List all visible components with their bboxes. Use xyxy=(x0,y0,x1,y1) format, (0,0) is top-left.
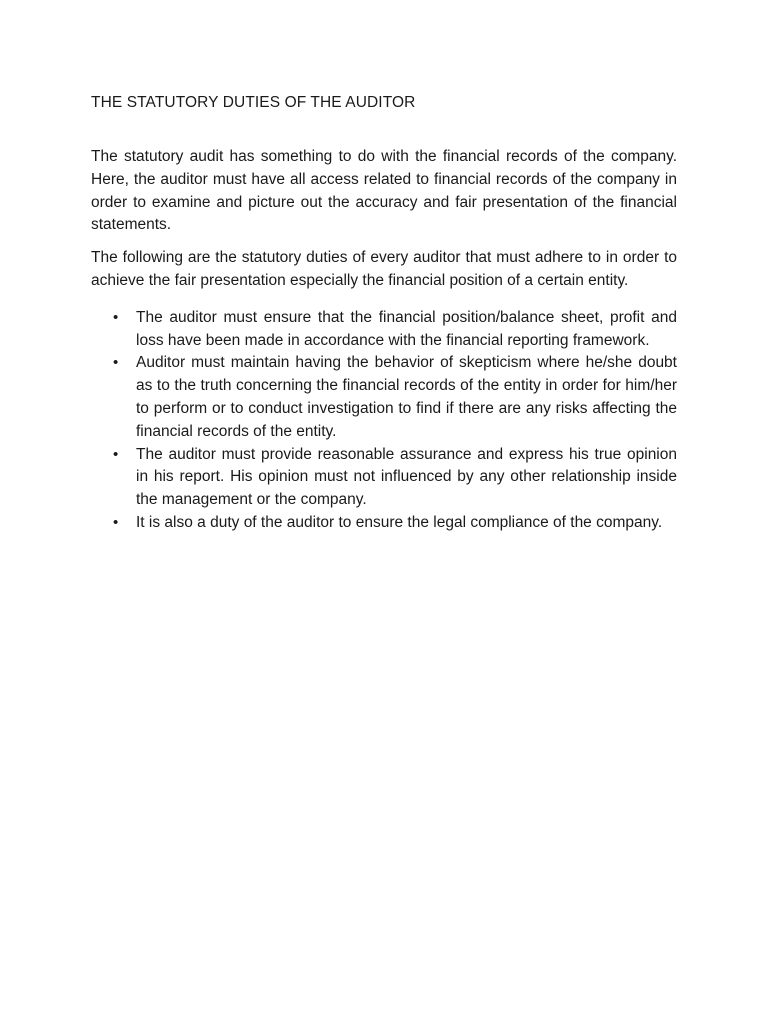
list-item xyxy=(91,444,677,512)
duties-list xyxy=(91,307,677,535)
document-title: THE STATUTORY DUTIES OF THE AUDITOR xyxy=(91,94,416,111)
bullet-icon: • xyxy=(113,445,119,463)
document-page xyxy=(91,92,677,535)
list-item-text: The auditor must provide reasonable assurance and express his true opinion in his report. His opinion must not influenced by any other relationship inside the management or the company. xyxy=(136,445,677,509)
list-item-text: It is also a duty of the auditor to ensure the legal compliance of the company. xyxy=(136,513,663,531)
list-item-text: Auditor must maintain having the behavior of skepticism where he/she doubt as to the truth concerning the financial records of the entity in order for him/her to perform or to conduct investigation to find if there are any risks affecting the financial records of the entity. xyxy=(136,354,677,440)
list-item-text: The auditor must ensure that the financial position/balance sheet, profit and loss have been made in accordance with the financial reporting framework. xyxy=(136,308,677,349)
list-item xyxy=(91,352,677,443)
bullet-icon: • xyxy=(113,513,119,531)
list-item xyxy=(91,512,677,535)
intro-paragraph: The statutory audit has something to do with the financial records of the company. Here, the auditor must have all access related to financial records of the company in order to examine and picture out the accuracy and fair presentation of the financial statements. xyxy=(91,148,677,234)
list-item xyxy=(91,307,677,353)
duties-intro-paragraph: The following are the statutory duties of every auditor that must adhere to in order to achieve the fair presentation especially the financial position of a certain entity. xyxy=(91,249,677,289)
bullet-icon: • xyxy=(113,308,119,326)
bullet-icon: • xyxy=(113,354,119,372)
